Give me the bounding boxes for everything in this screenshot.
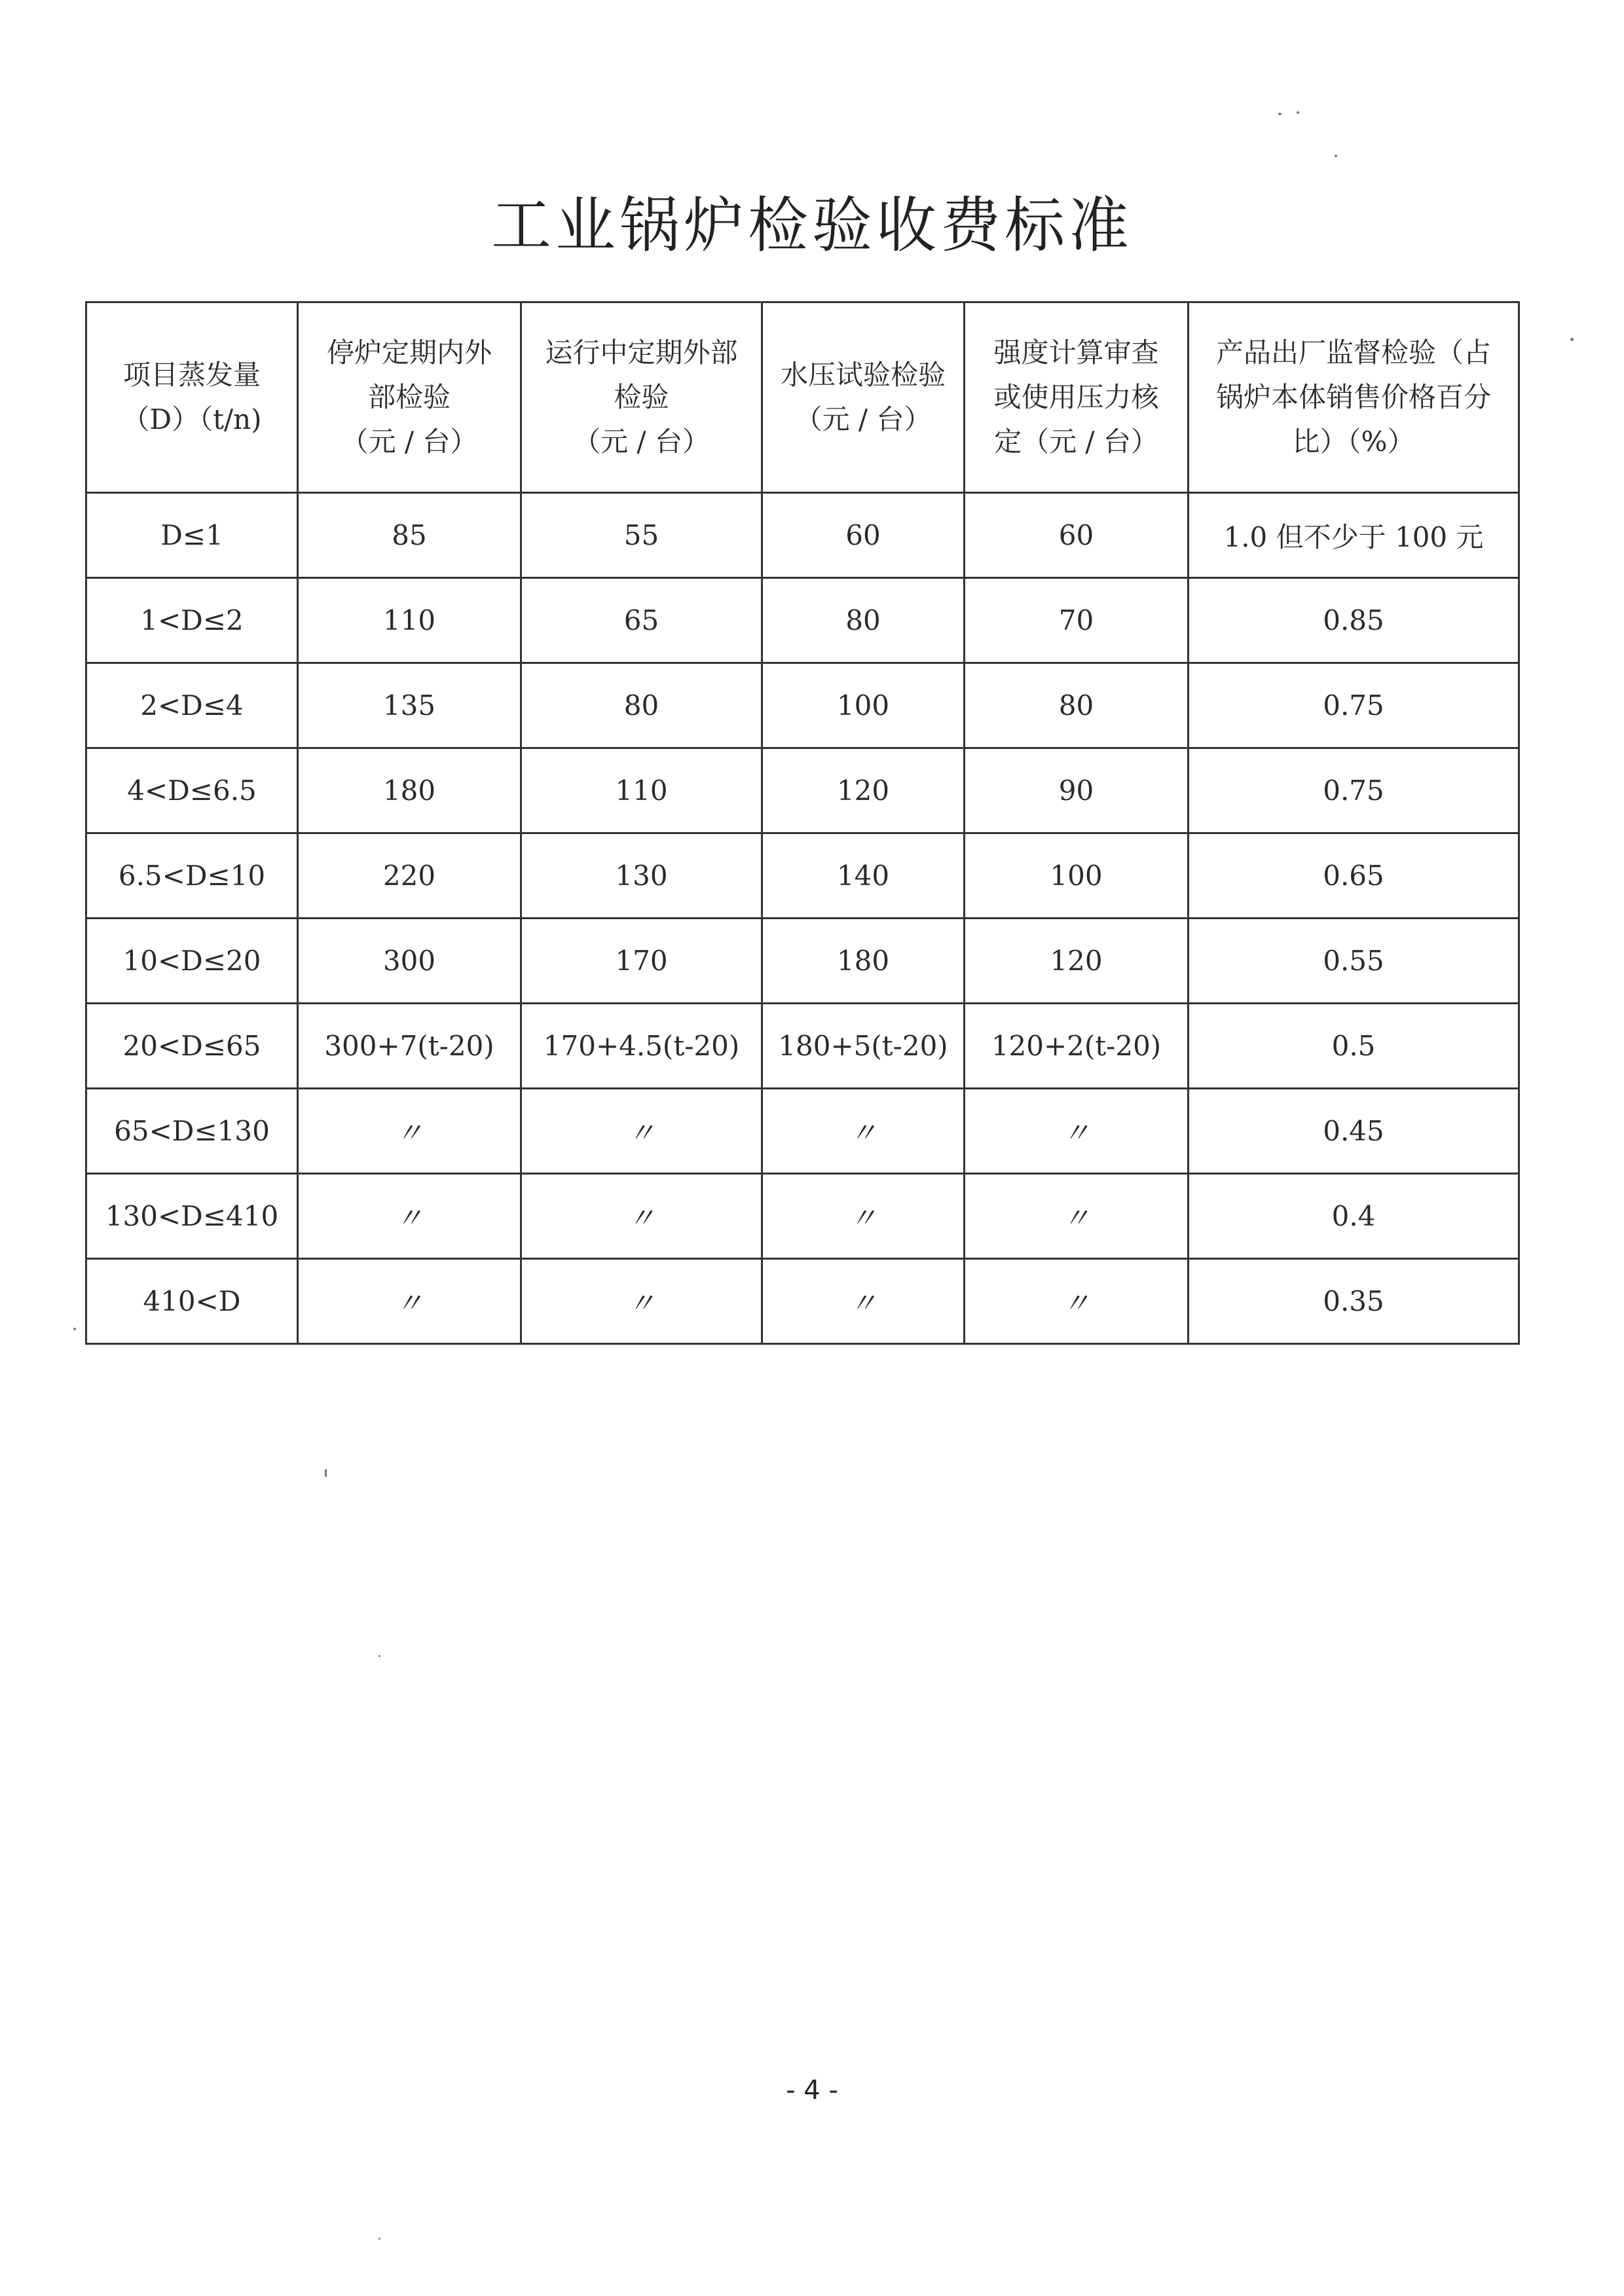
evaporation-range-cell: 410<D <box>86 1259 298 1344</box>
fee-cell: 〃 <box>762 1174 965 1259</box>
fee-cell: 0.85 <box>1189 578 1519 663</box>
fee-cell: 80 <box>762 578 965 663</box>
fee-cell: 110 <box>521 748 762 833</box>
fee-cell: 100 <box>762 663 965 748</box>
column-header: 产品出厂监督检验（占 锅炉本体销售价格百分 比）（%） <box>1189 302 1519 493</box>
table-row <box>86 748 1519 833</box>
evaporation-range-cell: 1<D≤2 <box>86 578 298 663</box>
fee-cell: 60 <box>965 493 1189 578</box>
fee-cell: 220 <box>298 833 521 919</box>
table-row <box>86 1004 1519 1089</box>
evaporation-range-cell: 10<D≤20 <box>86 919 298 1004</box>
evaporation-range-cell: 2<D≤4 <box>86 663 298 748</box>
fee-cell: 170+4.5(t-20) <box>521 1004 762 1089</box>
fee-cell: 170 <box>521 919 762 1004</box>
fee-cell: 300 <box>298 919 521 1004</box>
fee-cell: 90 <box>965 748 1189 833</box>
table-row <box>86 663 1519 748</box>
fee-cell: 180 <box>762 919 965 1004</box>
fee-cell: 65 <box>521 578 762 663</box>
fee-cell: 0.75 <box>1189 663 1519 748</box>
fee-cell: 0.55 <box>1189 919 1519 1004</box>
fee-cell: 100 <box>965 833 1189 919</box>
scan-speck <box>73 1328 76 1330</box>
table-body <box>86 493 1519 1344</box>
fee-cell: 〃 <box>298 1174 521 1259</box>
page-title: 工业锅炉检验收费标准 <box>490 191 1133 261</box>
scan-speck <box>325 1469 327 1477</box>
scan-speck <box>1297 111 1299 114</box>
page-number: - 4 - <box>786 2075 838 2105</box>
fee-cell: 300+7(t-20) <box>298 1004 521 1089</box>
fee-cell: 0.65 <box>1189 833 1519 919</box>
fee-cell: 180 <box>298 748 521 833</box>
fee-cell: 〃 <box>965 1089 1189 1174</box>
fee-cell: 0.75 <box>1189 748 1519 833</box>
table-row <box>86 578 1519 663</box>
fee-cell: 〃 <box>965 1174 1189 1259</box>
scan-speck <box>1335 155 1337 157</box>
scan-speck <box>1570 338 1574 341</box>
fee-cell: 0.5 <box>1189 1004 1519 1089</box>
column-header: 停炉定期内外 部检验 （元 / 台） <box>298 302 521 493</box>
evaporation-range-cell: 4<D≤6.5 <box>86 748 298 833</box>
fee-cell: 1.0 但不少于 100 元 <box>1189 493 1519 578</box>
fee-cell: 〃 <box>298 1259 521 1344</box>
evaporation-range-cell: 65<D≤130 <box>86 1089 298 1174</box>
evaporation-range-cell: D≤1 <box>86 493 298 578</box>
fee-cell: 〃 <box>762 1089 965 1174</box>
fee-cell: 85 <box>298 493 521 578</box>
evaporation-range-cell: 130<D≤410 <box>86 1174 298 1259</box>
table-row <box>86 1089 1519 1174</box>
fee-cell: 〃 <box>965 1259 1189 1344</box>
fee-cell: 120+2(t-20) <box>965 1004 1189 1089</box>
column-header: 项目蒸发量 （D）（t/n) <box>86 302 298 493</box>
fee-cell: 〃 <box>762 1259 965 1344</box>
fee-cell: 80 <box>521 663 762 748</box>
fee-cell: 110 <box>298 578 521 663</box>
scan-speck <box>1278 113 1282 115</box>
fee-cell: 130 <box>521 833 762 919</box>
evaporation-range-cell: 6.5<D≤10 <box>86 833 298 919</box>
scan-speck <box>378 1655 380 1657</box>
fee-cell: 55 <box>521 493 762 578</box>
fee-cell: 70 <box>965 578 1189 663</box>
fee-table <box>85 301 1520 1345</box>
fee-cell: 0.45 <box>1189 1089 1519 1174</box>
fee-cell: 140 <box>762 833 965 919</box>
fee-cell: 0.4 <box>1189 1174 1519 1259</box>
scan-speck <box>378 2238 380 2240</box>
evaporation-range-cell: 20<D≤65 <box>86 1004 298 1089</box>
table-row <box>86 493 1519 578</box>
fee-cell: 0.35 <box>1189 1259 1519 1344</box>
fee-cell: 80 <box>965 663 1189 748</box>
column-header: 水压试验检验 （元 / 台） <box>762 302 965 493</box>
column-header: 运行中定期外部 检验 （元 / 台） <box>521 302 762 493</box>
table-row <box>86 919 1519 1004</box>
fee-cell: 180+5(t-20) <box>762 1004 965 1089</box>
table-row <box>86 833 1519 919</box>
fee-cell: 〃 <box>521 1259 762 1344</box>
fee-cell: 135 <box>298 663 521 748</box>
fee-cell: 〃 <box>521 1089 762 1174</box>
fee-cell: 〃 <box>521 1174 762 1259</box>
table-row <box>86 1259 1519 1344</box>
fee-cell: 120 <box>965 919 1189 1004</box>
table-row <box>86 1174 1519 1259</box>
fee-cell: 〃 <box>298 1089 521 1174</box>
table-header-row <box>86 302 1519 493</box>
column-header: 强度计算审查 或使用压力核 定（元 / 台） <box>965 302 1189 493</box>
fee-cell: 120 <box>762 748 965 833</box>
fee-cell: 60 <box>762 493 965 578</box>
